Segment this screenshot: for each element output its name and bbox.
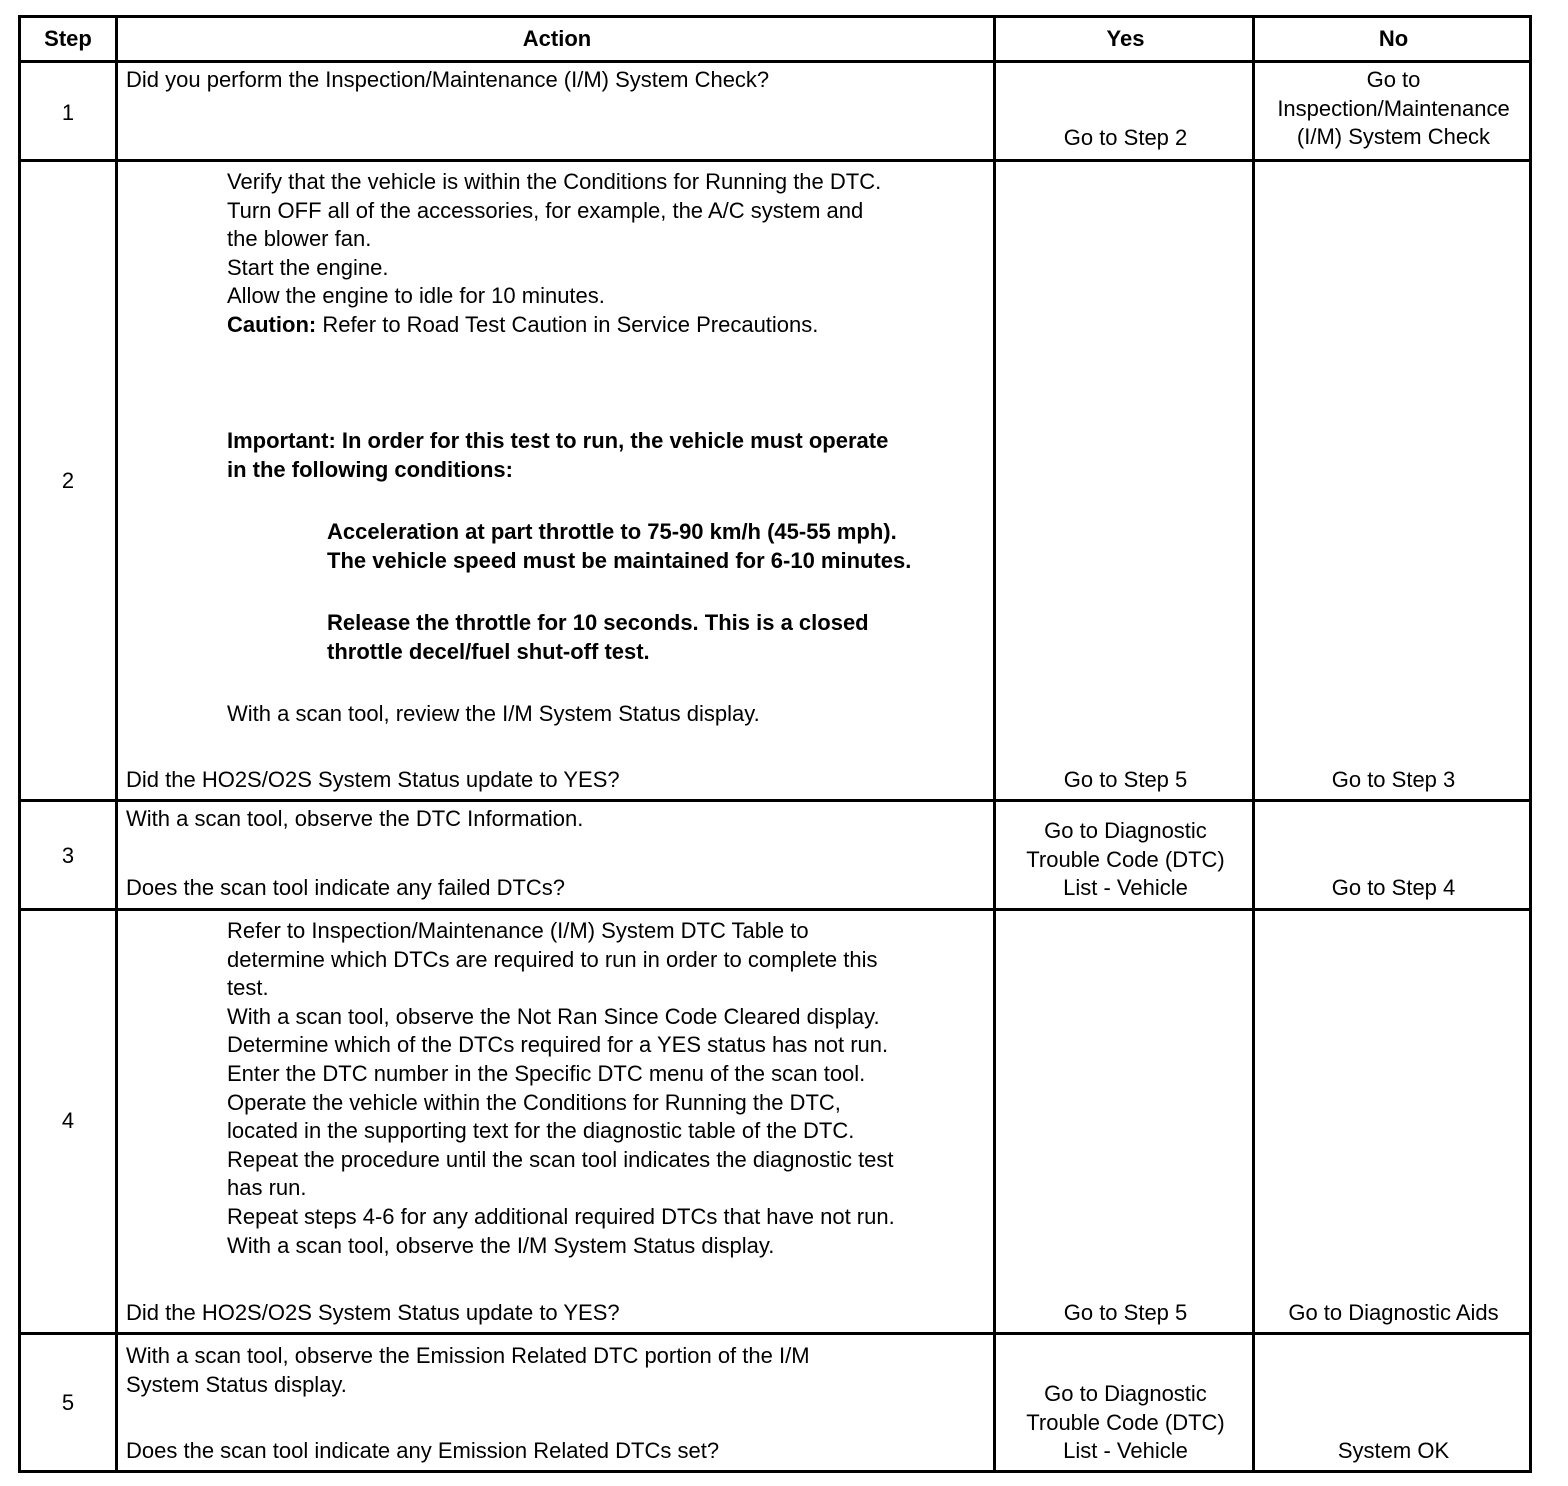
condition-2: Release the throttle for 10 seconds. This is a closed throttle decel/fuel shut-off test.	[327, 610, 869, 664]
yes-cell	[999, 63, 1255, 159]
action-cell	[121, 63, 996, 159]
review-step: With a scan tool, review the I/M System Status display.	[227, 701, 760, 726]
question-text: Did the HO2S/O2S System Status update to YES?	[126, 1300, 620, 1325]
no-result: Go to Inspection/Maintenance (I/M) System Check	[1277, 67, 1510, 150]
table-row	[21, 911, 1529, 1332]
no-result: System OK	[1337, 1438, 1450, 1463]
caution-line: Caution: Refer to Road Test Caution in Service Precautions.	[227, 311, 819, 337]
no-result: Go to Step 3	[1331, 767, 1456, 792]
question-text: Did you perform the Inspection/Maintenance (I/M) System Check?	[126, 67, 770, 92]
yes-cell	[999, 1335, 1255, 1470]
step-cell	[21, 63, 118, 159]
step-number: 3	[61, 843, 75, 868]
no-cell	[1258, 162, 1529, 799]
step-number: 2	[61, 468, 75, 493]
yes-cell	[999, 162, 1255, 799]
no-cell	[1258, 1335, 1529, 1470]
table-row	[21, 162, 1529, 799]
diagnostic-table	[18, 15, 1532, 1473]
table-row	[21, 1335, 1529, 1470]
no-cell	[1258, 802, 1529, 908]
important-note: Important: In order for this test to run, the vehicle must operate in the following conditions:	[227, 428, 889, 482]
header-action: Action	[121, 18, 996, 60]
yes-result: Go to Diagnostic Trouble Code (DTC) List - Vehicle	[1026, 1381, 1225, 1464]
table-row	[21, 63, 1529, 159]
yes-result: Go to Diagnostic Trouble Code (DTC) List - Vehicle	[1026, 818, 1225, 901]
action-text: With a scan tool, observe the DTC Information.	[126, 806, 584, 831]
action-cell	[121, 162, 996, 799]
question-text: Did the HO2S/O2S System Status update to YES?	[126, 767, 620, 792]
step-number: 5	[61, 1390, 75, 1415]
question-text: Does the scan tool indicate any failed DTCs?	[126, 875, 566, 900]
action-cell	[121, 1335, 996, 1470]
header-no: No	[1378, 26, 1409, 51]
yes-cell	[999, 911, 1255, 1332]
header-step: Step	[21, 18, 118, 60]
no-cell	[1258, 63, 1529, 159]
no-result: Go to Step 4	[1331, 875, 1456, 900]
no-result: Go to Diagnostic Aids	[1288, 1300, 1499, 1325]
step-cell	[21, 162, 118, 799]
table-row	[21, 802, 1529, 908]
step-cell	[21, 1335, 118, 1470]
condition-1: Acceleration at part throttle to 75-90 km/h (45-55 mph). The vehicle speed must be maintained for 6-10 minutes.	[327, 519, 912, 573]
step-cell	[21, 802, 118, 908]
yes-result: Go to Step 5	[1063, 767, 1188, 792]
yes-result: Go to Step 5	[1063, 1300, 1188, 1325]
no-cell	[1258, 911, 1529, 1332]
question-text: Does the scan tool indicate any Emission Related DTCs set?	[126, 1438, 720, 1463]
yes-cell	[999, 802, 1255, 908]
action-steps: Refer to Inspection/Maintenance (I/M) System DTC Table to determine which DTCs are required to run in order to complete this test. With a scan tool, observe the Not Ran Since Code Cleared display. Determine which of the DTCs required for a YES status has not run. Enter the DTC number in the Specific DTC menu of the scan tool. Operate the vehicle within the Conditions for Running the DTC, located in the supporting text for the diagnostic table of the DTC. Repeat the procedure until the scan tool indicates the diagnostic test has run. Repeat steps 4-6 for any additional required DTCs that have not run. With a scan tool, observe the I/M System Status display.	[227, 918, 895, 1258]
header-yes: Yes	[999, 18, 1255, 60]
step-number: 1	[61, 100, 75, 125]
yes-result: Go to Step 2	[1063, 125, 1188, 150]
action-steps: Verify that the vehicle is within the Conditions for Running the DTC. Turn OFF all of the accessories, for example, the A/C system and the blower fan. Start the engine. Allow the engine to idle for 10 minutes. Caution: Refer to Road Test Caution in Service Precautions.	[227, 168, 881, 340]
action-cell	[121, 911, 996, 1332]
step-number: 4	[61, 1108, 75, 1133]
action-cell	[121, 802, 996, 908]
action-text: With a scan tool, observe the Emission Related DTC portion of the I/M System Status display.	[126, 1343, 810, 1397]
header-row	[21, 18, 1529, 60]
step-cell	[21, 911, 118, 1332]
